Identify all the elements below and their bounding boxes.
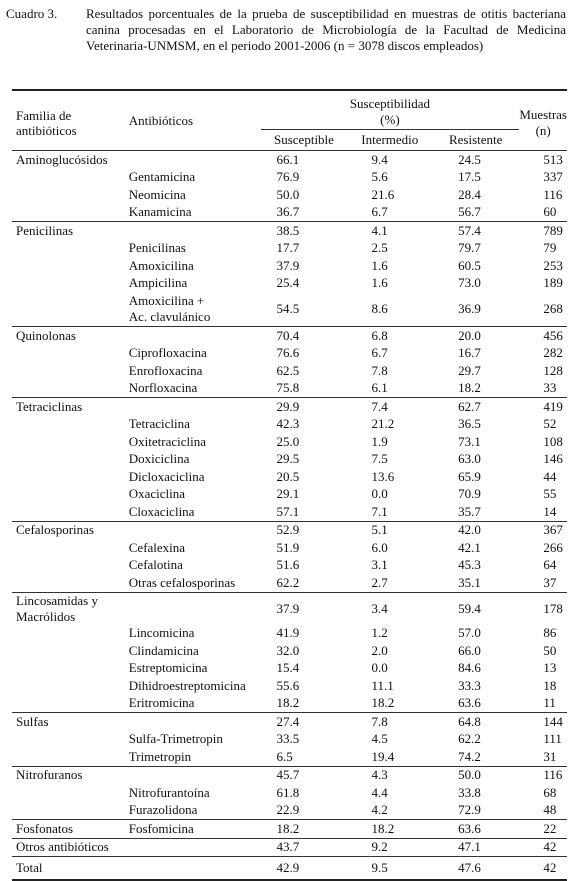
muestras-value: 111 bbox=[543, 731, 562, 747]
caption-label: Cuadro 3. bbox=[6, 6, 58, 21]
family-name bbox=[12, 380, 121, 398]
intermedio-value: 19.4 bbox=[371, 748, 395, 764]
family-name bbox=[12, 433, 121, 451]
antibiotic-name: Ciprofloxacina bbox=[128, 345, 207, 361]
antibiotic-row bbox=[12, 486, 567, 504]
family-name: Cefalosporinas bbox=[12, 521, 121, 539]
header-muestras bbox=[519, 90, 567, 151]
susceptible-value: 42.3 bbox=[276, 416, 300, 432]
susceptible-value: 66.1 bbox=[261, 151, 348, 169]
header-percent: (%) bbox=[380, 112, 400, 127]
intermedio-value: 3.4 bbox=[347, 592, 432, 625]
family-row bbox=[12, 327, 567, 345]
antibiotic-name: Trimetropin bbox=[128, 748, 192, 764]
resistente-value: 20.0 bbox=[432, 327, 519, 345]
muestras-value: 37 bbox=[543, 574, 557, 590]
susceptible-value: 25.4 bbox=[276, 275, 300, 291]
intermedio-value: 4.5 bbox=[371, 731, 388, 747]
antibiotic-row bbox=[12, 380, 567, 398]
antibiotic-name bbox=[121, 766, 261, 784]
antibiotic-name: Estreptomicina bbox=[128, 660, 208, 676]
resistente-value: 60.5 bbox=[458, 257, 481, 273]
antibiotic-name: Eritromicina bbox=[128, 695, 195, 711]
resistente-value: 36.5 bbox=[458, 416, 481, 432]
antibiotic-name: Fosfomicina bbox=[121, 820, 261, 839]
antibiotic-row bbox=[12, 625, 567, 643]
intermedio-value: 4.2 bbox=[371, 802, 388, 818]
resistente-value: 42.0 bbox=[432, 521, 519, 539]
susceptible-value: 76.6 bbox=[276, 345, 300, 361]
family-name bbox=[12, 345, 121, 363]
family-name bbox=[12, 468, 121, 486]
resistente-value: 18.2 bbox=[458, 380, 481, 396]
family-name bbox=[12, 292, 121, 327]
muestras-value: 789 bbox=[519, 222, 567, 240]
intermedio-value: 9.4 bbox=[347, 151, 432, 169]
family-name bbox=[12, 625, 121, 643]
intermedio-value: 6.7 bbox=[371, 204, 388, 220]
antibiotic-row bbox=[12, 362, 567, 380]
muestras-value: 513 bbox=[519, 151, 567, 169]
antibiotic-name: Kanamicina bbox=[128, 204, 192, 220]
antibiotic-name: Enrofloxacina bbox=[128, 362, 203, 378]
family-name bbox=[12, 731, 121, 749]
antibiotic-name bbox=[121, 327, 261, 345]
family-row bbox=[12, 592, 567, 625]
resistente-value: 79.7 bbox=[458, 240, 481, 256]
muestras-value: 108 bbox=[543, 433, 563, 449]
resistente-value: 33.8 bbox=[458, 784, 481, 800]
susceptibility-table bbox=[12, 89, 567, 881]
susceptible-value: 42.9 bbox=[261, 857, 348, 881]
header-antibioticos: Antibióticos bbox=[128, 112, 194, 128]
family-row bbox=[12, 838, 567, 857]
resistente-value: 63.0 bbox=[458, 451, 481, 467]
antibiotic-row bbox=[12, 433, 567, 451]
susceptible-value: 54.5 bbox=[276, 301, 300, 316]
muestras-value: 367 bbox=[519, 521, 567, 539]
muestras-value: 14 bbox=[543, 503, 557, 519]
susceptible-value: 17.7 bbox=[276, 240, 300, 256]
resistente-value: 50.0 bbox=[432, 766, 519, 784]
antibiotic-name: Neomicina bbox=[128, 186, 186, 202]
susceptible-value: 61.8 bbox=[276, 784, 300, 800]
antibiotic-name: Cloxaciclina bbox=[128, 503, 195, 519]
family-name: Aminoglucósidos bbox=[12, 151, 121, 169]
intermedio-value: 7.5 bbox=[371, 451, 388, 467]
resistente-value: 56.7 bbox=[458, 204, 481, 220]
muestras-value: 79 bbox=[543, 240, 557, 256]
antibiotic-name: Lincomicina bbox=[128, 625, 195, 641]
antibiotic-row bbox=[12, 677, 567, 695]
family-name bbox=[12, 240, 121, 258]
family-name bbox=[12, 416, 121, 434]
antibiotic-row bbox=[12, 695, 567, 713]
antibiotic-name: Oxaciclina bbox=[128, 486, 186, 502]
family-name bbox=[12, 660, 121, 678]
resistente-value: 16.7 bbox=[458, 345, 481, 361]
intermedio-value: 9.2 bbox=[347, 838, 432, 857]
susceptible-value: 27.4 bbox=[261, 713, 348, 731]
antibiotic-row bbox=[12, 345, 567, 363]
caption-text: Resultados porcentuales de la prueba de susceptibilidad en muestras de otitis bacteriana canina procesadas en el Laboratorio de Microbiología de la Facultad de Medicina Veterinaria-UNMSM, en el periodo 2001-2006 (n = 3078 discos empleados) bbox=[86, 6, 566, 53]
intermedio-value: 2.7 bbox=[371, 574, 388, 590]
header-familia: Familia de antibióticos bbox=[16, 107, 77, 138]
susceptible-value: 25.0 bbox=[276, 433, 300, 449]
resistente-value: 72.9 bbox=[458, 802, 481, 818]
susceptible-value: 29.1 bbox=[276, 486, 300, 502]
antibiotic-name bbox=[121, 521, 261, 539]
intermedio-value: 7.8 bbox=[371, 362, 388, 378]
family-name bbox=[12, 362, 121, 380]
susceptible-value: 41.9 bbox=[276, 625, 300, 641]
resistente-value: 47.6 bbox=[432, 857, 519, 881]
family-name: Sulfas bbox=[12, 713, 121, 731]
total-row bbox=[12, 857, 567, 881]
antibiotic-name: Sulfa-Trimetropin bbox=[128, 731, 223, 747]
family-name: Tetraciclinas bbox=[12, 398, 121, 416]
susceptible-value: 55.6 bbox=[276, 677, 300, 693]
susceptible-value: 37.9 bbox=[261, 592, 348, 625]
intermedio-value: 1.6 bbox=[371, 257, 388, 273]
intermedio-value: 1.9 bbox=[371, 433, 388, 449]
family-name: Otros antibióticos bbox=[12, 838, 121, 857]
susceptible-value: 70.4 bbox=[261, 327, 348, 345]
susceptible-value: 45.7 bbox=[261, 766, 348, 784]
susceptible-value: 43.7 bbox=[261, 838, 348, 857]
family-row bbox=[12, 521, 567, 539]
susceptible-value: 20.5 bbox=[276, 468, 300, 484]
antibiotic-row bbox=[12, 204, 567, 222]
resistente-value: 35.1 bbox=[458, 574, 481, 590]
resistente-value: 63.6 bbox=[458, 695, 481, 711]
antibiotic-name bbox=[121, 151, 261, 169]
intermedio-value: 5.1 bbox=[347, 521, 432, 539]
antibiotic-name bbox=[121, 713, 261, 731]
resistente-value: 42.1 bbox=[458, 539, 481, 555]
antibiotic-name: Penicilinas bbox=[128, 240, 186, 256]
resistente-value: 59.4 bbox=[432, 592, 519, 625]
antibiotic-row bbox=[12, 468, 567, 486]
resistente-value: 64.8 bbox=[432, 713, 519, 731]
family-row bbox=[12, 766, 567, 784]
antibiotic-name bbox=[121, 222, 261, 240]
resistente-value: 35.7 bbox=[458, 503, 481, 519]
susceptible-value: 18.2 bbox=[261, 820, 348, 839]
antibiotic-name: Amoxicilina + Ac. clavulánico bbox=[128, 293, 211, 324]
antibiotic-row bbox=[12, 257, 567, 275]
antibiotic-row bbox=[12, 557, 567, 575]
susceptible-value: 29.9 bbox=[261, 398, 348, 416]
intermedio-value: 0.0 bbox=[371, 660, 388, 676]
muestras-value: 178 bbox=[519, 592, 567, 625]
resistente-value: 28.4 bbox=[458, 186, 481, 202]
resistente-value: 84.6 bbox=[458, 660, 481, 676]
antibiotic-row bbox=[12, 539, 567, 557]
family-name bbox=[12, 802, 121, 820]
susceptible-value: 76.9 bbox=[276, 169, 300, 185]
family-row bbox=[12, 222, 567, 240]
intermedio-value: 0.0 bbox=[371, 486, 388, 502]
muestras-value: 42 bbox=[519, 838, 567, 857]
family-name bbox=[12, 677, 121, 695]
intermedio-value: 6.8 bbox=[347, 327, 432, 345]
family-name bbox=[12, 204, 121, 222]
susceptible-value: 37.9 bbox=[276, 257, 300, 273]
susceptible-value: 36.7 bbox=[276, 204, 300, 220]
resistente-value: 45.3 bbox=[458, 557, 481, 573]
family-row bbox=[12, 820, 567, 839]
muestras-value: 146 bbox=[543, 451, 563, 467]
antibiotic-name bbox=[121, 398, 261, 416]
family-name: Quinolonas bbox=[12, 327, 121, 345]
muestras-value: 253 bbox=[543, 257, 563, 273]
muestras-value: 31 bbox=[543, 748, 557, 764]
muestras-value: 55 bbox=[543, 486, 557, 502]
antibiotic-name bbox=[121, 857, 261, 881]
resistente-value: 70.9 bbox=[458, 486, 481, 502]
family-name bbox=[12, 574, 121, 592]
header-susceptibilidad-label: Susceptibilidad bbox=[349, 96, 430, 111]
intermedio-value: 3.1 bbox=[371, 557, 388, 573]
susceptible-value: 18.2 bbox=[276, 695, 300, 711]
antibiotic-name: Dihidroestreptomicina bbox=[128, 677, 246, 693]
antibiotic-row bbox=[12, 240, 567, 258]
antibiotic-name: Oxitetraciclina bbox=[128, 433, 206, 449]
resistente-value: 63.6 bbox=[432, 820, 519, 839]
intermedio-value: 4.3 bbox=[347, 766, 432, 784]
resistente-value: 66.0 bbox=[458, 642, 481, 658]
family-name: Nitrofuranos bbox=[12, 766, 121, 784]
muestras-value: 52 bbox=[543, 416, 557, 432]
resistente-value: 24.5 bbox=[432, 151, 519, 169]
susceptible-value: 33.5 bbox=[276, 731, 300, 747]
resistente-value: 29.7 bbox=[458, 362, 481, 378]
antibiotic-name: Doxiciclina bbox=[128, 451, 190, 467]
antibiotic-name: Amoxicilina bbox=[128, 257, 194, 273]
intermedio-value: 6.7 bbox=[371, 345, 388, 361]
family-name bbox=[12, 642, 121, 660]
muestras-value: 48 bbox=[543, 802, 557, 818]
header-susceptibilidad bbox=[261, 90, 520, 130]
antibiotic-name: Otras cefalosporinas bbox=[128, 574, 236, 590]
muestras-value: 44 bbox=[543, 468, 557, 484]
antibiotic-row bbox=[12, 169, 567, 187]
susceptible-value: 22.9 bbox=[276, 802, 300, 818]
family-name bbox=[12, 451, 121, 469]
antibiotic-name: Norfloxacina bbox=[128, 380, 198, 396]
antibiotic-name: Cefalexina bbox=[128, 539, 186, 555]
antibiotic-name: Cefalotina bbox=[128, 557, 183, 573]
antibiotic-name bbox=[121, 592, 261, 625]
intermedio-value: 7.1 bbox=[371, 503, 388, 519]
intermedio-value: 9.5 bbox=[347, 857, 432, 881]
family-name bbox=[12, 503, 121, 521]
intermedio-value: 8.6 bbox=[371, 301, 388, 316]
family-name bbox=[12, 784, 121, 802]
antibiotic-name: Nitrofurantoína bbox=[128, 784, 210, 800]
muestras-value: 60 bbox=[543, 204, 557, 220]
header-susceptible: Susceptible bbox=[261, 130, 348, 151]
antibiotic-name: Clindamicina bbox=[128, 642, 199, 658]
resistente-value: 74.2 bbox=[458, 748, 481, 764]
muestras-value: 64 bbox=[543, 557, 557, 573]
intermedio-value: 1.2 bbox=[371, 625, 388, 641]
family-row bbox=[12, 151, 567, 169]
resistente-value: 73.0 bbox=[458, 275, 481, 291]
antibiotic-row bbox=[12, 802, 567, 820]
susceptible-value: 6.5 bbox=[276, 748, 293, 764]
muestras-value: 128 bbox=[543, 362, 563, 378]
resistente-value: 57.0 bbox=[458, 625, 481, 641]
intermedio-value: 6.0 bbox=[371, 539, 388, 555]
intermedio-value: 7.8 bbox=[347, 713, 432, 731]
intermedio-value: 13.6 bbox=[371, 468, 395, 484]
resistente-value: 57.4 bbox=[432, 222, 519, 240]
antibiotic-name: Ampicilina bbox=[128, 275, 188, 291]
header-n: (n) bbox=[535, 122, 551, 138]
family-name: Fosfonatos bbox=[12, 820, 121, 839]
susceptible-value: 38.5 bbox=[261, 222, 348, 240]
intermedio-value: 5.6 bbox=[371, 169, 388, 185]
muestras-value: 116 bbox=[543, 186, 563, 202]
muestras-value: 68 bbox=[543, 784, 557, 800]
susceptible-value: 62.5 bbox=[276, 362, 300, 378]
antibiotic-row bbox=[12, 642, 567, 660]
intermedio-value: 4.4 bbox=[371, 784, 388, 800]
antibiotic-row bbox=[12, 660, 567, 678]
intermedio-value: 2.0 bbox=[371, 642, 388, 658]
intermedio-value: 11.1 bbox=[371, 677, 394, 693]
muestras-value: 33 bbox=[543, 380, 557, 396]
intermedio-value: 18.2 bbox=[371, 695, 395, 711]
family-name bbox=[12, 486, 121, 504]
intermedio-value: 6.1 bbox=[371, 380, 388, 396]
muestras-value: 42 bbox=[519, 857, 567, 881]
susceptible-value: 62.2 bbox=[276, 574, 300, 590]
family-row bbox=[12, 713, 567, 731]
family-name bbox=[12, 695, 121, 713]
family-name: Penicilinas bbox=[12, 222, 121, 240]
antibiotic-row bbox=[12, 292, 567, 327]
muestras-value: 22 bbox=[519, 820, 567, 839]
antibiotic-row bbox=[12, 748, 567, 766]
susceptible-value: 75.8 bbox=[276, 380, 300, 396]
resistente-value: 62.7 bbox=[432, 398, 519, 416]
family-name: Lincosamidas y Macrólidos bbox=[12, 592, 121, 625]
susceptible-value: 32.0 bbox=[276, 642, 300, 658]
antibiotic-row bbox=[12, 503, 567, 521]
muestras-value: 337 bbox=[543, 169, 563, 185]
muestras-value: 268 bbox=[543, 301, 563, 316]
total-label: Total bbox=[12, 857, 121, 881]
family-name bbox=[12, 186, 121, 204]
susceptible-value: 29.5 bbox=[276, 451, 300, 467]
resistente-value: 62.2 bbox=[458, 731, 481, 747]
intermedio-value: 21.2 bbox=[371, 416, 395, 432]
resistente-value: 36.9 bbox=[458, 301, 481, 316]
antibiotic-row bbox=[12, 275, 567, 293]
family-name bbox=[12, 169, 121, 187]
susceptible-value: 51.9 bbox=[276, 539, 300, 555]
antibiotic-row bbox=[12, 416, 567, 434]
muestras-value: 18 bbox=[543, 677, 557, 693]
intermedio-value: 21.6 bbox=[371, 186, 395, 202]
muestras-value: 189 bbox=[543, 275, 563, 291]
family-row bbox=[12, 398, 567, 416]
antibiotic-row bbox=[12, 784, 567, 802]
antibiotic-name: Dicloxaciclina bbox=[128, 468, 205, 484]
resistente-value: 73.1 bbox=[458, 433, 481, 449]
intermedio-value: 4.1 bbox=[347, 222, 432, 240]
antibiotic-name: Tetraciclina bbox=[128, 416, 190, 432]
antibiotic-row bbox=[12, 731, 567, 749]
muestras-value: 50 bbox=[543, 642, 557, 658]
family-name bbox=[12, 257, 121, 275]
antibiotic-row bbox=[12, 186, 567, 204]
resistente-value: 47.1 bbox=[432, 838, 519, 857]
family-name bbox=[12, 539, 121, 557]
header-muestras-label: Muestras bbox=[519, 106, 567, 122]
muestras-value: 282 bbox=[543, 345, 563, 361]
intermedio-value: 18.2 bbox=[347, 820, 432, 839]
antibiotic-row bbox=[12, 574, 567, 592]
susceptible-value: 51.6 bbox=[276, 557, 300, 573]
susceptible-value: 50.0 bbox=[276, 186, 300, 202]
header-intermedio: Intermedio bbox=[347, 130, 432, 151]
antibiotic-row bbox=[12, 451, 567, 469]
muestras-value: 456 bbox=[519, 327, 567, 345]
muestras-value: 116 bbox=[519, 766, 567, 784]
susceptible-value: 57.1 bbox=[276, 503, 300, 519]
resistente-value: 33.3 bbox=[458, 677, 481, 693]
family-name bbox=[12, 748, 121, 766]
muestras-value: 13 bbox=[543, 660, 557, 676]
susceptible-value: 15.4 bbox=[276, 660, 300, 676]
intermedio-value: 1.6 bbox=[371, 275, 388, 291]
intermedio-value: 2.5 bbox=[371, 240, 388, 256]
antibiotic-name: Gentamicina bbox=[128, 169, 196, 185]
family-name bbox=[12, 275, 121, 293]
susceptible-value: 52.9 bbox=[261, 521, 348, 539]
intermedio-value: 7.4 bbox=[347, 398, 432, 416]
muestras-value: 419 bbox=[519, 398, 567, 416]
resistente-value: 17.5 bbox=[458, 169, 481, 185]
antibiotic-name bbox=[121, 838, 261, 857]
muestras-value: 144 bbox=[519, 713, 567, 731]
muestras-value: 266 bbox=[543, 539, 563, 555]
muestras-value: 11 bbox=[543, 695, 556, 711]
muestras-value: 86 bbox=[543, 625, 557, 641]
resistente-value: 65.9 bbox=[458, 468, 481, 484]
header-resistente: Resistente bbox=[432, 130, 519, 151]
family-name bbox=[12, 557, 121, 575]
antibiotic-name: Furazolidona bbox=[128, 802, 198, 818]
